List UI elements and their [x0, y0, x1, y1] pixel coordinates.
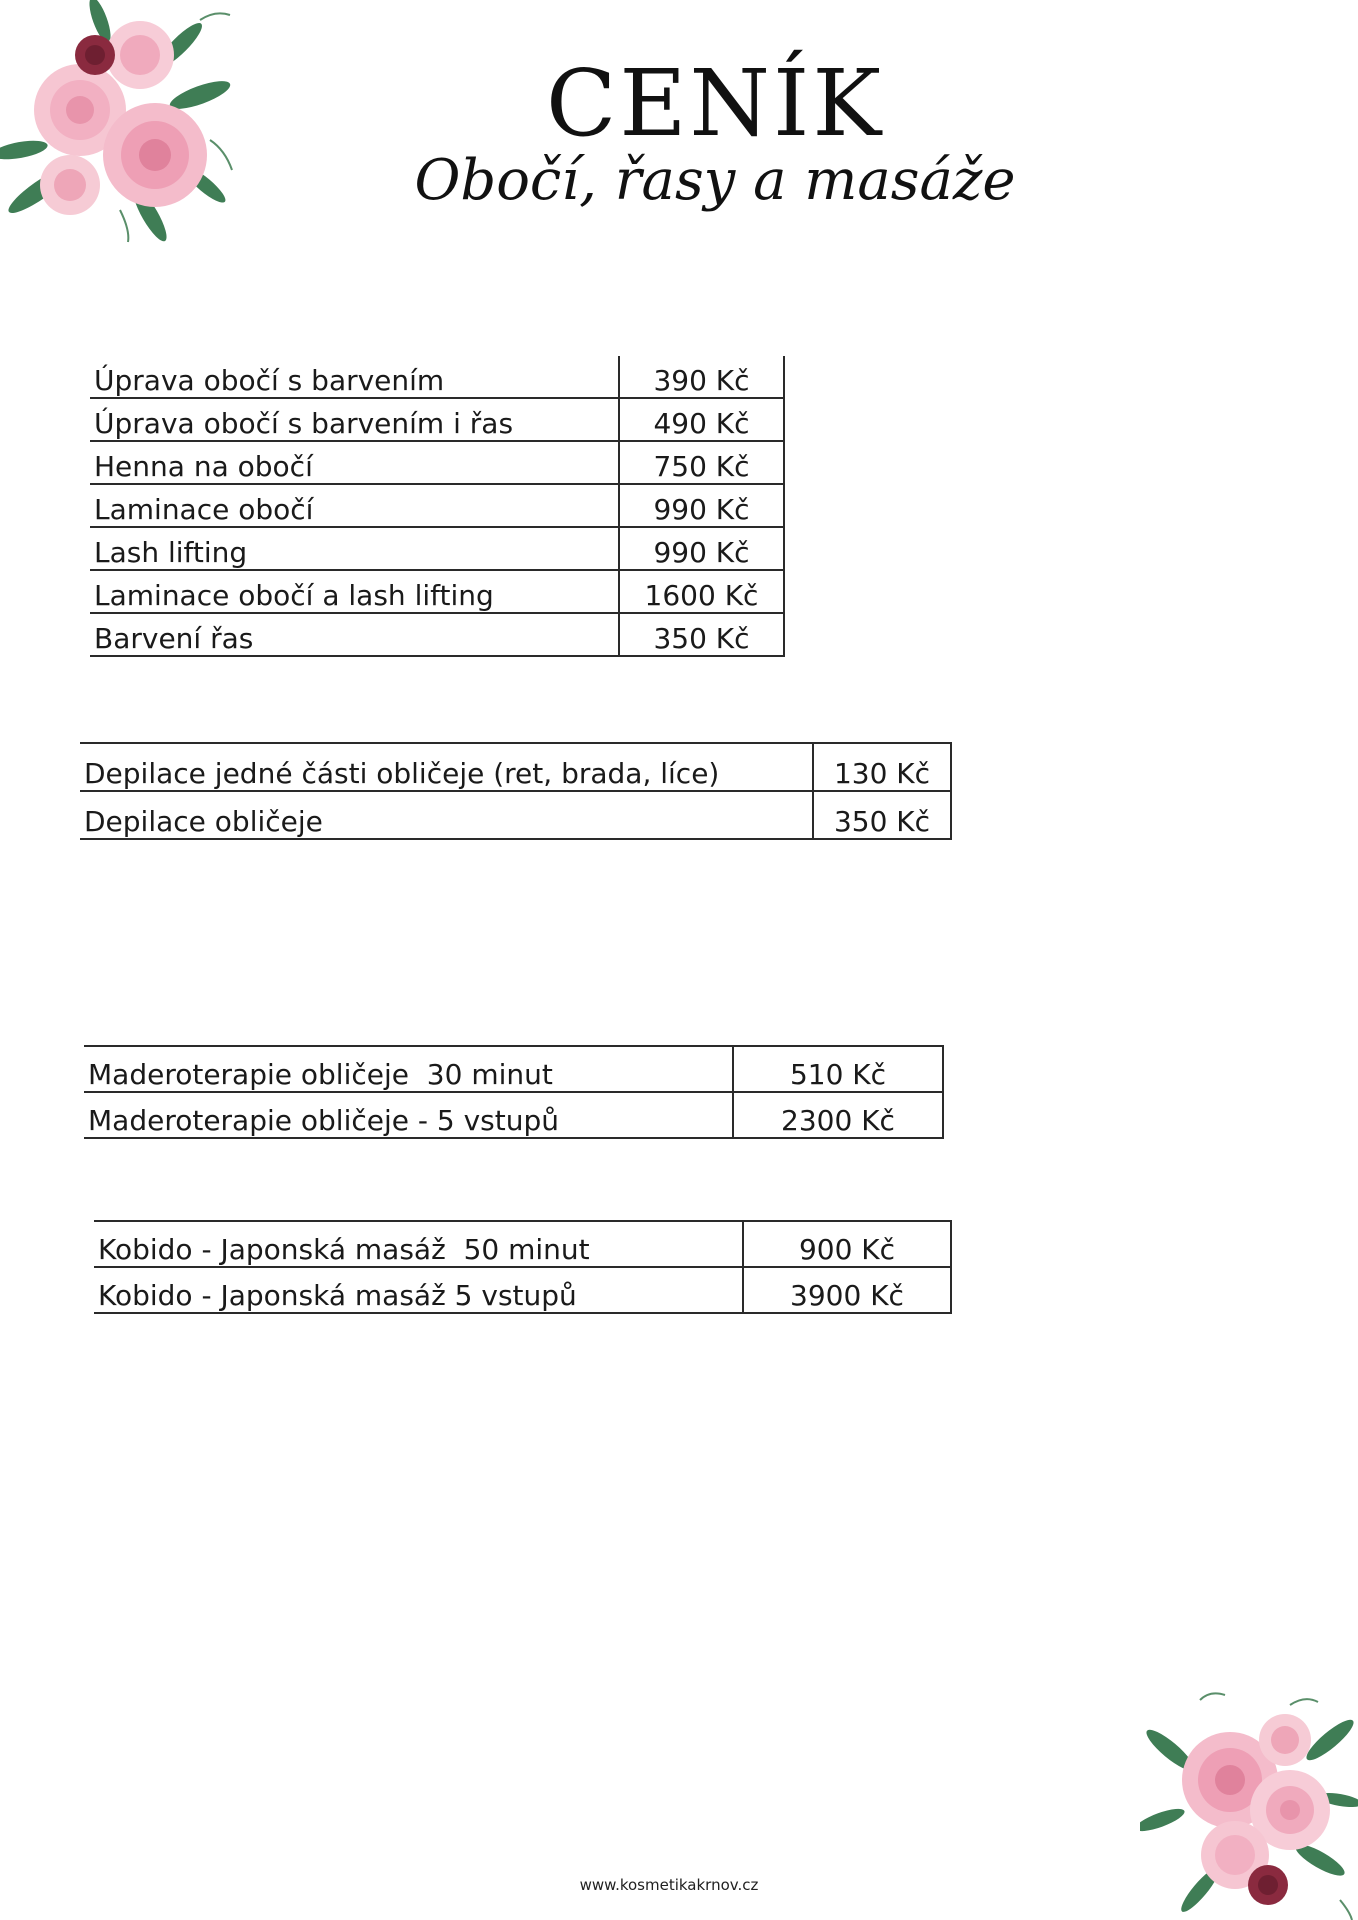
table-row: [90, 441, 784, 484]
table-row: [90, 570, 784, 613]
table-row: [84, 1092, 943, 1138]
table-row: [90, 398, 784, 441]
table-row: [90, 527, 784, 570]
service-price: 900 Kč: [743, 1221, 951, 1267]
service-price: 350 Kč: [619, 613, 784, 656]
price-table-kobido: [94, 1220, 952, 1314]
service-price: 510 Kč: [733, 1046, 943, 1092]
table-row: [90, 613, 784, 656]
page-subtitle: Obočí, řasy a masáže: [414, 148, 1016, 213]
service-name: Úprava obočí s barvením: [90, 356, 619, 398]
service-name: Depilace jedné části obličeje (ret, brada, líce): [80, 743, 813, 791]
service-price: 750 Kč: [619, 441, 784, 484]
service-name: Kobido - Japonská masáž 50 minut: [94, 1221, 743, 1267]
service-price: 2300 Kč: [733, 1092, 943, 1138]
table-row: [94, 1267, 951, 1313]
price-table-brows-lashes: [90, 356, 785, 657]
table-row: [90, 356, 784, 398]
service-name: Lash lifting: [90, 527, 619, 570]
service-price: 990 Kč: [619, 484, 784, 527]
footer-website: [0, 1876, 1358, 1894]
table-row: [94, 1221, 951, 1267]
service-price: 3900 Kč: [743, 1267, 951, 1313]
service-price: 350 Kč: [813, 791, 951, 839]
service-name: Úprava obočí s barvením i řas: [90, 398, 619, 441]
service-price: 130 Kč: [813, 743, 951, 791]
service-price: 1600 Kč: [619, 570, 784, 613]
service-name: Kobido - Japonská masáž 5 vstupů: [94, 1267, 743, 1313]
service-name: Henna na obočí: [90, 441, 619, 484]
service-price: 990 Kč: [619, 527, 784, 570]
price-table-maderotherapy: [84, 1045, 944, 1139]
service-name: Maderoterapie obličeje - 5 vstupů: [84, 1092, 733, 1138]
page-title: CENÍK: [545, 50, 885, 157]
table-row: [80, 743, 951, 791]
website-link[interactable]: www.kosmetikakrnov.cz: [579, 1876, 759, 1894]
service-name: Barvení řas: [90, 613, 619, 656]
table-row: [80, 791, 951, 839]
table-row: [90, 484, 784, 527]
price-table-depilation: [80, 742, 952, 840]
service-name: Laminace obočí: [90, 484, 619, 527]
service-price: 490 Kč: [619, 398, 784, 441]
service-name: Depilace obličeje: [80, 791, 813, 839]
service-name: Maderoterapie obličeje 30 minut: [84, 1046, 733, 1092]
table-row: [84, 1046, 943, 1092]
service-name: Laminace obočí a lash lifting: [90, 570, 619, 613]
service-price: 390 Kč: [619, 356, 784, 398]
